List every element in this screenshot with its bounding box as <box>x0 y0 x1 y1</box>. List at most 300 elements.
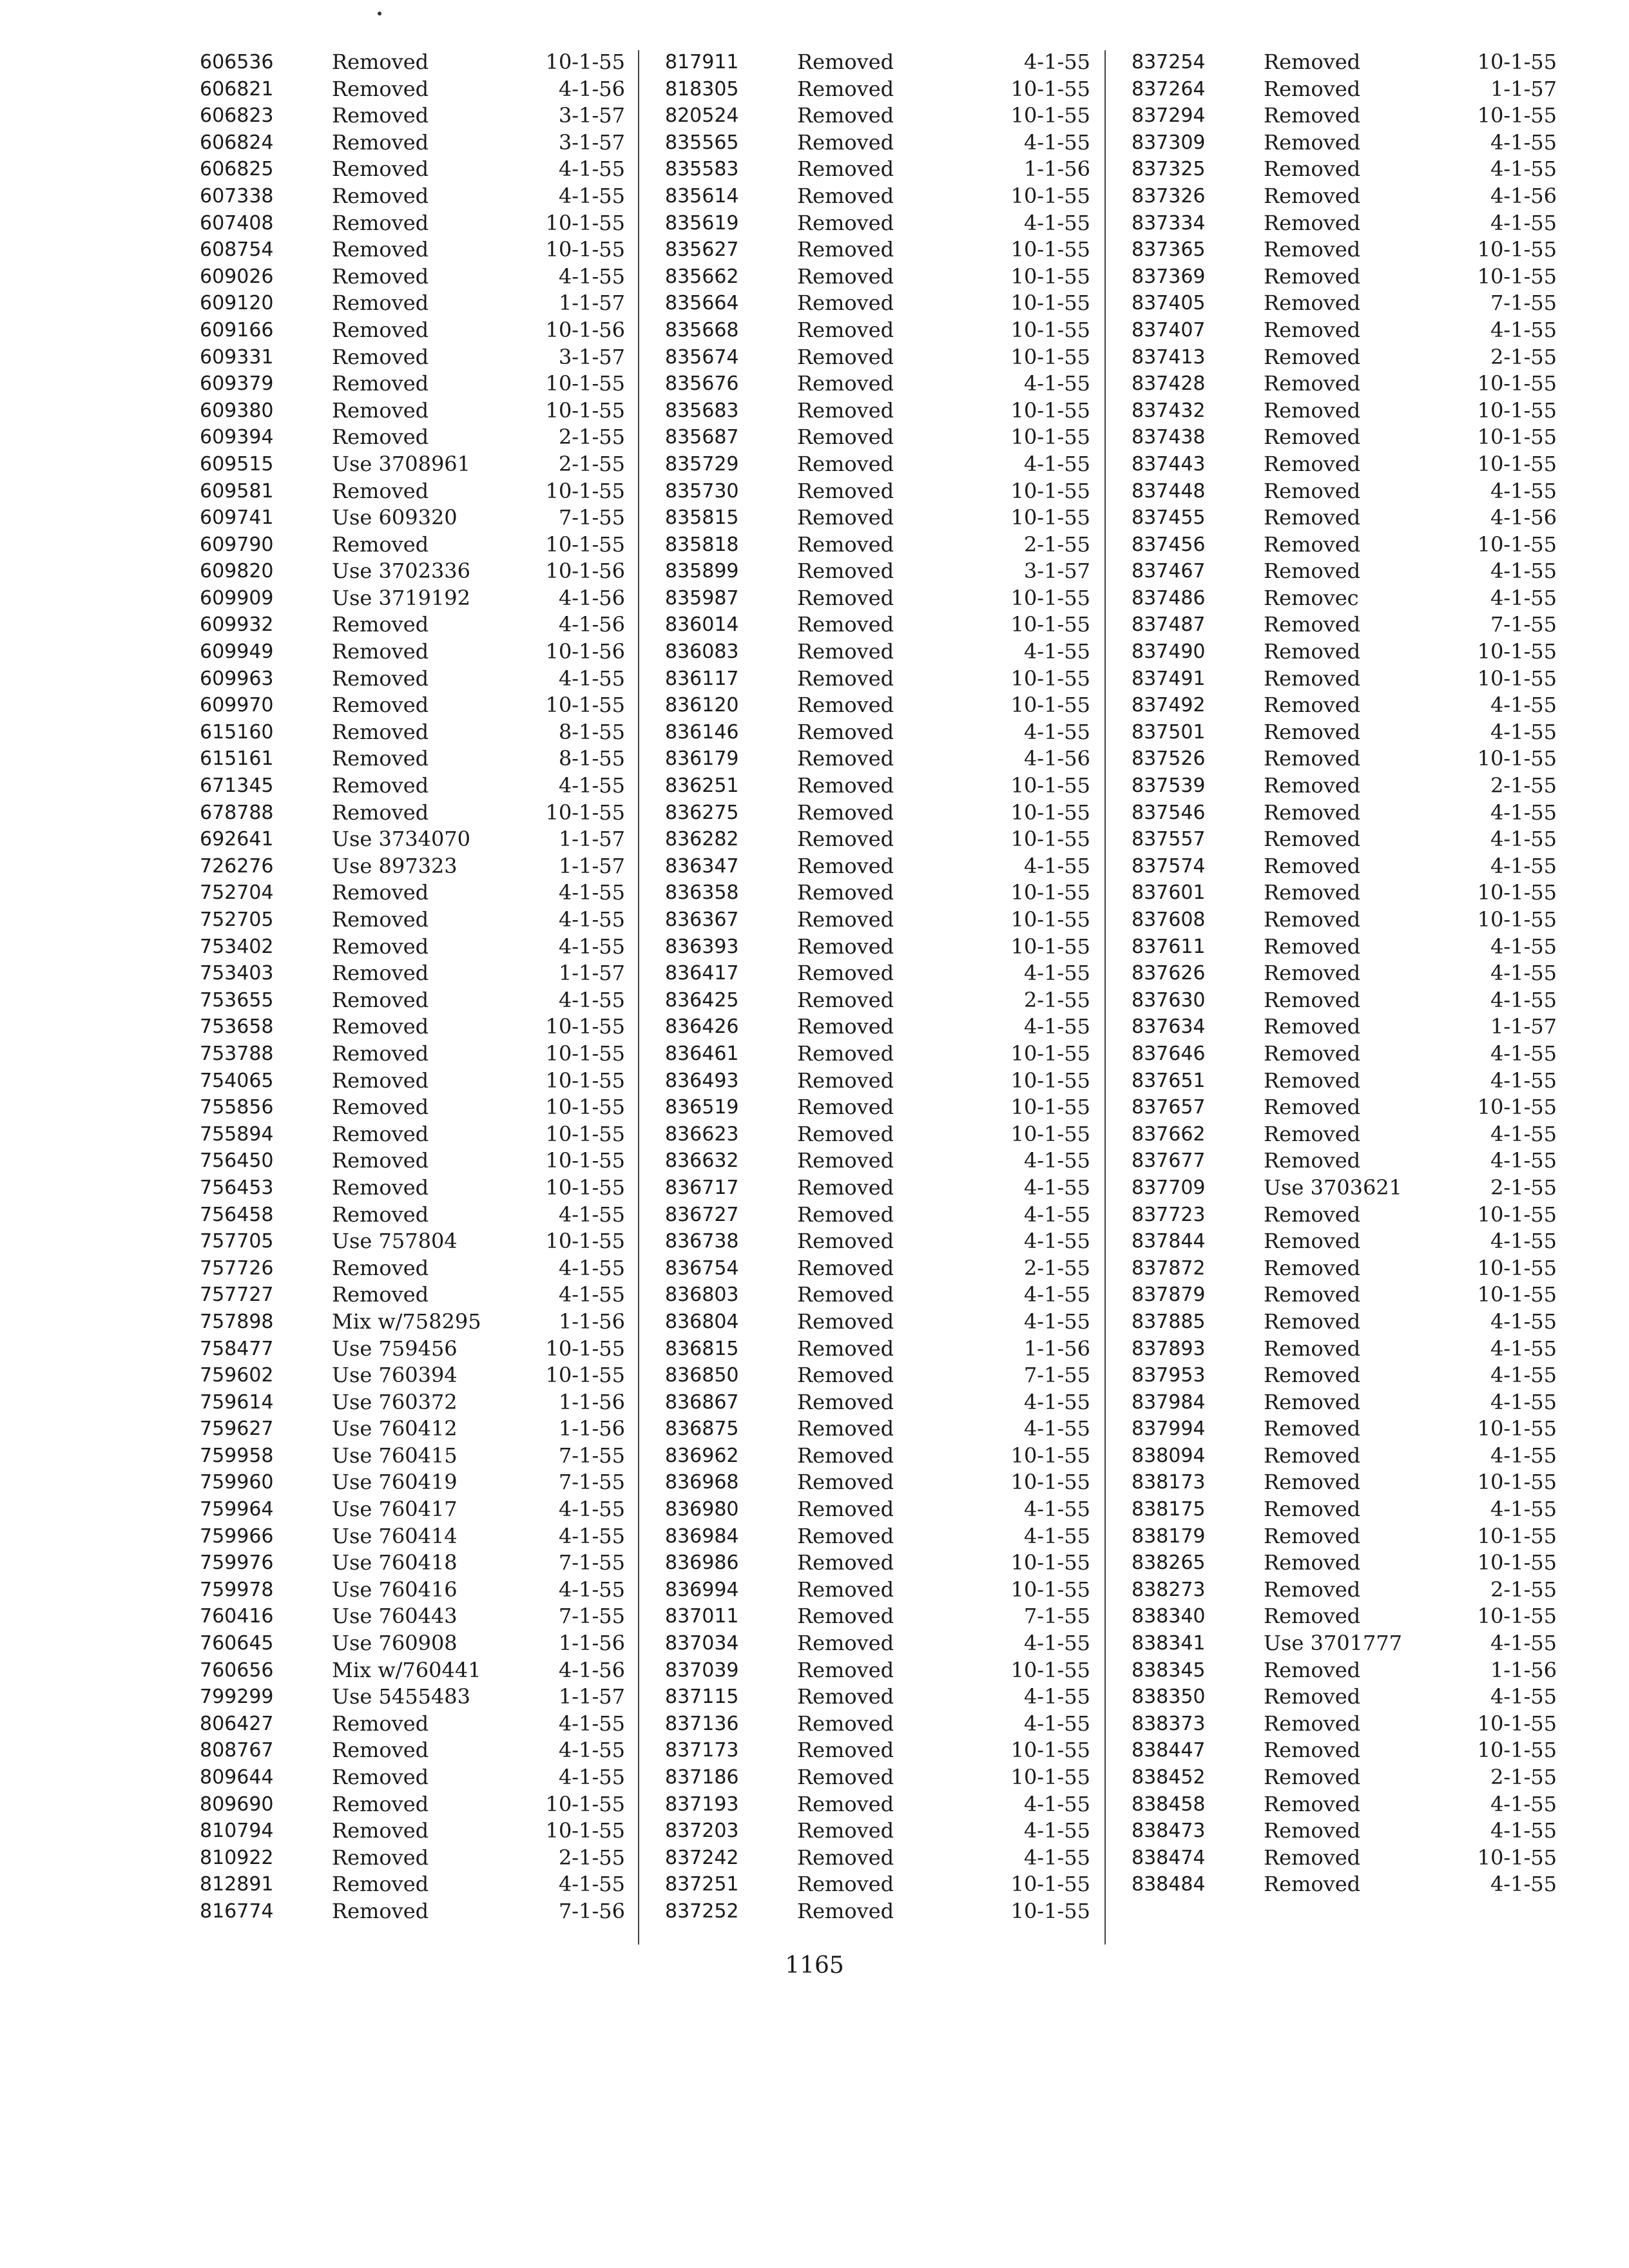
part-number: 810922 <box>200 1846 274 1869</box>
list-item <box>200 1657 625 1684</box>
part-status: Removed <box>1264 1336 1361 1361</box>
part-number: 837885 <box>1132 1310 1206 1333</box>
part-number: 835668 <box>665 318 739 341</box>
part-number: 837546 <box>1132 801 1206 824</box>
part-number: 609970 <box>200 694 274 717</box>
part-status: Removed <box>1264 1416 1361 1441</box>
list-item <box>1132 505 1557 532</box>
effective-date: 1-1-56 <box>1023 157 1090 182</box>
list-item <box>1132 532 1557 559</box>
part-status: Removed <box>797 1898 894 1923</box>
list-item <box>200 1550 625 1577</box>
part-status: Removed <box>797 559 894 584</box>
part-status: Use 760414 <box>332 1523 458 1548</box>
part-number: 837456 <box>1132 533 1206 556</box>
part-number: 837039 <box>665 1658 739 1682</box>
list-item <box>665 344 1090 371</box>
list-item <box>200 290 625 317</box>
effective-date: 10-1-55 <box>1010 612 1090 637</box>
list-item <box>1132 1255 1557 1282</box>
list-item <box>665 1711 1090 1738</box>
effective-date: 2-1-55 <box>558 451 625 476</box>
list-item <box>1132 183 1557 210</box>
part-status: Removed <box>1264 693 1361 718</box>
part-status: Removed <box>797 1631 894 1656</box>
part-status: Removed <box>797 1818 894 1843</box>
list-item <box>665 1175 1090 1202</box>
effective-date: 10-1-55 <box>1477 639 1557 664</box>
part-number: 837491 <box>1132 667 1206 690</box>
effective-date: 10-1-55 <box>1477 425 1557 450</box>
effective-date: 2-1-55 <box>1490 1175 1557 1200</box>
list-item <box>1132 49 1557 76</box>
effective-date: 4-1-55 <box>1023 130 1090 155</box>
effective-date: 10-1-55 <box>1477 532 1557 557</box>
part-number: 835687 <box>665 426 739 449</box>
part-status: Removed <box>332 880 429 905</box>
part-number: 609026 <box>200 265 274 288</box>
effective-date: 4-1-56 <box>1490 183 1557 208</box>
effective-date: 10-1-55 <box>1477 880 1557 905</box>
part-number: 835674 <box>665 345 739 369</box>
list-item <box>665 692 1090 719</box>
list-item <box>1132 666 1557 693</box>
part-status: Removed <box>797 666 894 691</box>
effective-date: 7-1-55 <box>1023 1363 1090 1388</box>
part-status: Removed <box>1264 880 1361 905</box>
part-number: 837608 <box>1132 908 1206 931</box>
part-status: Use 760908 <box>332 1631 458 1656</box>
effective-date: 10-1-55 <box>1010 264 1090 289</box>
effective-date: 4-1-55 <box>1490 157 1557 182</box>
list-item <box>1132 102 1557 130</box>
part-number: 836717 <box>665 1176 739 1199</box>
part-number: 837994 <box>1132 1418 1206 1441</box>
list-item <box>200 1630 625 1657</box>
list-item <box>1132 1711 1557 1738</box>
part-status: Removed <box>797 719 894 744</box>
list-item <box>665 264 1090 291</box>
effective-date: 10-1-55 <box>545 1818 625 1843</box>
list-item <box>1132 478 1557 505</box>
effective-date: 1-1-57 <box>558 961 625 986</box>
list-item <box>200 1818 625 1845</box>
effective-date: 10-1-55 <box>1010 827 1090 852</box>
list-item <box>665 1255 1090 1282</box>
part-number: 838094 <box>1132 1444 1206 1467</box>
list-item <box>200 370 625 398</box>
effective-date: 10-1-55 <box>1010 773 1090 798</box>
effective-date: 4-1-55 <box>1023 210 1090 235</box>
part-status: Removed <box>332 907 429 932</box>
part-number: 835676 <box>665 372 739 396</box>
part-number: 820524 <box>665 104 739 128</box>
part-number: 759958 <box>200 1444 274 1467</box>
part-status: Use 3701777 <box>1264 1631 1403 1656</box>
effective-date: 10-1-55 <box>545 1336 625 1361</box>
part-status: Use 3702336 <box>332 559 471 584</box>
part-number: 837325 <box>1132 158 1206 181</box>
list-item <box>665 49 1090 76</box>
effective-date: 3-1-57 <box>558 103 625 128</box>
list-item <box>1132 317 1557 344</box>
part-status: Removed <box>797 183 894 208</box>
part-number: 759627 <box>200 1418 274 1441</box>
part-number: 837490 <box>1132 640 1206 664</box>
list-item <box>200 236 625 264</box>
effective-date: 4-1-55 <box>1490 1336 1557 1361</box>
effective-date: 2-1-55 <box>1023 1255 1090 1280</box>
part-number: 835583 <box>665 158 739 181</box>
part-number: 835729 <box>665 452 739 476</box>
part-number: 838175 <box>1132 1498 1206 1521</box>
part-number: 806427 <box>200 1712 274 1735</box>
part-number: 837574 <box>1132 854 1206 878</box>
effective-date: 2-1-55 <box>558 1845 625 1870</box>
effective-date: 4-1-55 <box>1490 961 1557 986</box>
effective-date: 10-1-55 <box>545 693 625 718</box>
list-item <box>200 1603 625 1630</box>
list-item <box>1132 370 1557 398</box>
effective-date: 10-1-55 <box>1010 317 1090 342</box>
list-item <box>1132 344 1557 371</box>
list-item <box>665 1416 1090 1443</box>
effective-date: 4-1-55 <box>558 773 625 798</box>
part-status: Removed <box>1264 1845 1361 1870</box>
part-status: Removed <box>332 1175 429 1200</box>
list-item <box>665 1684 1090 1711</box>
list-item <box>665 1523 1090 1550</box>
list-item <box>1132 611 1557 639</box>
parts-column-1 <box>200 49 625 1925</box>
part-number: 838447 <box>1132 1739 1206 1762</box>
part-number: 837646 <box>1132 1042 1206 1065</box>
part-status: Removed <box>1264 1818 1361 1843</box>
effective-date: 4-1-55 <box>558 1765 625 1789</box>
list-item <box>1132 1577 1557 1604</box>
part-number: 835899 <box>665 560 739 583</box>
part-status: Removed <box>1264 1309 1361 1334</box>
part-number: 837413 <box>1132 345 1206 369</box>
part-status: Mix w/760441 <box>332 1657 481 1682</box>
part-number: 812891 <box>200 1873 274 1896</box>
part-number: 835664 <box>665 292 739 315</box>
list-item <box>665 505 1090 532</box>
part-number: 756458 <box>200 1203 274 1226</box>
list-item <box>200 424 625 451</box>
part-number: 678788 <box>200 801 274 824</box>
part-number: 837557 <box>1132 828 1206 851</box>
effective-date: 10-1-55 <box>545 1068 625 1093</box>
part-status: Removed <box>1264 746 1361 771</box>
part-status: Removed <box>1264 1872 1361 1897</box>
effective-date: 4-1-56 <box>558 1657 625 1682</box>
part-number: 835662 <box>665 265 739 288</box>
part-status: Use 760418 <box>332 1550 458 1575</box>
part-status: Removed <box>1264 961 1361 986</box>
effective-date: 10-1-55 <box>1010 800 1090 825</box>
part-number: 609379 <box>200 372 274 396</box>
part-number: 837501 <box>1132 720 1206 744</box>
part-status: Use 760372 <box>332 1389 458 1414</box>
part-number: 836282 <box>665 828 739 851</box>
effective-date: 10-1-55 <box>545 371 625 396</box>
effective-date: 2-1-55 <box>1023 987 1090 1012</box>
effective-date: 4-1-55 <box>1023 1416 1090 1441</box>
list-item <box>665 1282 1090 1309</box>
part-status: Removed <box>332 666 429 691</box>
list-item <box>665 532 1090 559</box>
effective-date: 4-1-55 <box>558 1738 625 1763</box>
part-number: 836275 <box>665 801 739 824</box>
part-number: 836803 <box>665 1283 739 1307</box>
part-status: Removed <box>797 130 894 155</box>
part-status: Removed <box>332 987 429 1012</box>
part-status: Removed <box>1264 183 1361 208</box>
list-item <box>200 558 625 585</box>
effective-date: 4-1-55 <box>1490 317 1557 342</box>
effective-date: 1-1-57 <box>558 291 625 316</box>
part-number: 757705 <box>200 1230 274 1253</box>
part-number: 836962 <box>665 1444 739 1467</box>
part-number: 837539 <box>1132 774 1206 798</box>
list-item <box>665 183 1090 210</box>
list-item <box>1132 1496 1557 1523</box>
list-item <box>200 879 625 907</box>
list-item <box>1132 290 1557 317</box>
list-item <box>665 1657 1090 1684</box>
list-item <box>665 1818 1090 1845</box>
effective-date: 10-1-55 <box>1477 1470 1557 1495</box>
part-number: 837953 <box>1132 1364 1206 1387</box>
part-number: 609331 <box>200 345 274 369</box>
effective-date: 4-1-55 <box>1490 934 1557 959</box>
list-item <box>200 745 625 773</box>
list-item <box>665 639 1090 666</box>
part-number: 837443 <box>1132 452 1206 476</box>
part-status: Removed <box>332 1872 429 1897</box>
part-status: Removed <box>797 291 894 316</box>
part-number: 837407 <box>1132 318 1206 341</box>
list-item <box>200 1898 625 1925</box>
part-number: 836623 <box>665 1122 739 1146</box>
part-status: Removed <box>1264 1229 1361 1254</box>
effective-date: 4-1-56 <box>558 585 625 610</box>
list-item <box>1132 907 1557 934</box>
effective-date: 10-1-55 <box>1010 880 1090 905</box>
part-number: 759960 <box>200 1471 274 1494</box>
effective-date: 4-1-55 <box>1490 1497 1557 1522</box>
part-number: 836461 <box>665 1042 739 1065</box>
effective-date: 4-1-55 <box>1490 1229 1557 1254</box>
part-status: Removed <box>332 1255 429 1280</box>
part-number: 837326 <box>1132 184 1206 207</box>
part-number: 836968 <box>665 1471 739 1494</box>
part-number: 836426 <box>665 1015 739 1039</box>
effective-date: 10-1-55 <box>1477 1202 1557 1227</box>
effective-date: 4-1-55 <box>1023 371 1090 396</box>
list-item <box>665 800 1090 827</box>
part-number: 837662 <box>1132 1122 1206 1146</box>
effective-date: 4-1-55 <box>558 183 625 208</box>
part-status: Removed <box>1264 130 1361 155</box>
effective-date: 4-1-55 <box>1490 1068 1557 1093</box>
effective-date: 10-1-55 <box>1010 666 1090 691</box>
part-number: 836367 <box>665 908 739 931</box>
part-number: 757898 <box>200 1310 274 1333</box>
list-item <box>1132 1523 1557 1550</box>
part-status: Removed <box>797 1363 894 1388</box>
list-item <box>200 1068 625 1095</box>
part-status: Removed <box>332 1282 429 1307</box>
list-item <box>665 1577 1090 1604</box>
part-status: Removed <box>1264 76 1361 101</box>
part-status: Use 5455483 <box>332 1684 471 1709</box>
part-number: 837486 <box>1132 586 1206 610</box>
part-status: Removed <box>797 371 894 396</box>
part-status: Removed <box>332 693 429 718</box>
effective-date: 4-1-55 <box>1490 1389 1557 1414</box>
effective-date: 1-1-56 <box>1023 1336 1090 1361</box>
part-number: 836727 <box>665 1203 739 1226</box>
part-number: 836425 <box>665 988 739 1012</box>
part-status: Removed <box>1264 317 1361 342</box>
list-item <box>665 1845 1090 1872</box>
list-item <box>1132 826 1557 853</box>
part-number: 837438 <box>1132 426 1206 449</box>
part-number: 671345 <box>200 774 274 798</box>
list-item <box>200 585 625 612</box>
part-status: Removed <box>797 1765 894 1789</box>
list-item <box>665 210 1090 237</box>
part-number: 837034 <box>665 1632 739 1655</box>
part-number: 837455 <box>1132 506 1206 530</box>
speck-mark <box>378 12 381 15</box>
part-status: Removed <box>797 1845 894 1870</box>
list-item <box>200 1255 625 1282</box>
list-item <box>1132 236 1557 264</box>
part-number: 753658 <box>200 1015 274 1039</box>
part-status: Use 760417 <box>332 1497 458 1522</box>
part-status: Removed <box>332 1765 429 1789</box>
part-status: Removed <box>797 987 894 1012</box>
list-item <box>1132 1389 1557 1416</box>
part-number: 759978 <box>200 1578 274 1601</box>
part-status: Removed <box>797 50 894 74</box>
part-number: 609515 <box>200 452 274 476</box>
list-item <box>200 611 625 639</box>
part-status: Removed <box>1264 425 1361 450</box>
effective-date: 10-1-55 <box>1010 1121 1090 1146</box>
part-number: 835818 <box>665 533 739 556</box>
effective-date: 4-1-55 <box>558 1202 625 1227</box>
effective-date: 7-1-55 <box>1490 291 1557 316</box>
part-status: Removed <box>797 398 894 423</box>
part-status: Removed <box>797 264 894 289</box>
effective-date: 10-1-55 <box>1477 1604 1557 1629</box>
list-item <box>200 505 625 532</box>
part-number: 836875 <box>665 1418 739 1441</box>
list-item <box>1132 800 1557 827</box>
effective-date: 1-1-57 <box>1490 1014 1557 1039</box>
part-status: Removed <box>332 76 429 101</box>
list-item <box>1132 1657 1557 1684</box>
part-status: Removed <box>1264 1255 1361 1280</box>
list-item <box>1132 1469 1557 1496</box>
part-number: 837448 <box>1132 479 1206 503</box>
list-item <box>665 1202 1090 1229</box>
part-status: Removed <box>332 291 429 316</box>
list-item <box>665 1603 1090 1630</box>
part-status: Removed <box>1264 371 1361 396</box>
effective-date: 4-1-55 <box>1490 1148 1557 1173</box>
list-item <box>665 1764 1090 1791</box>
part-status: Removed <box>797 1336 894 1361</box>
list-item <box>200 1443 625 1470</box>
part-status: Removed <box>332 130 429 155</box>
part-status: Removed <box>797 237 894 262</box>
list-item <box>200 317 625 344</box>
effective-date: 10-1-55 <box>1010 907 1090 932</box>
effective-date: 4-1-55 <box>1023 853 1090 878</box>
part-number: 837872 <box>1132 1256 1206 1280</box>
part-status: Removed <box>797 532 894 557</box>
effective-date: 4-1-55 <box>1490 1363 1557 1388</box>
effective-date: 10-1-55 <box>1010 425 1090 450</box>
list-item <box>1132 1845 1557 1872</box>
part-number: 753402 <box>200 935 274 958</box>
part-status: Use 760443 <box>332 1604 458 1629</box>
part-number: 836519 <box>665 1096 739 1119</box>
effective-date: 10-1-55 <box>1477 1845 1557 1870</box>
part-number: 838373 <box>1132 1712 1206 1735</box>
list-item <box>1132 853 1557 880</box>
effective-date: 4-1-55 <box>558 157 625 182</box>
effective-date: 10-1-55 <box>1010 1898 1090 1923</box>
effective-date: 10-1-55 <box>1010 1872 1090 1897</box>
part-status: Removed <box>332 344 429 369</box>
part-status: Removed <box>797 1416 894 1441</box>
effective-date: 1-1-56 <box>558 1631 625 1656</box>
part-status: Removed <box>1264 1470 1361 1495</box>
effective-date: 10-1-55 <box>1477 1416 1557 1441</box>
part-status: Use 3734070 <box>332 827 471 852</box>
part-status: Removed <box>1264 344 1361 369</box>
part-status: Removed <box>1264 451 1361 476</box>
part-status: Removed <box>797 639 894 664</box>
part-number: 836358 <box>665 881 739 905</box>
effective-date: 10-1-55 <box>545 1175 625 1200</box>
list-item <box>1132 745 1557 773</box>
list-item <box>200 1041 625 1068</box>
part-number: 606821 <box>200 77 274 101</box>
list-item <box>665 1791 1090 1818</box>
list-item <box>1132 1121 1557 1148</box>
list-item <box>200 532 625 559</box>
list-item <box>665 558 1090 585</box>
list-item <box>665 1469 1090 1496</box>
list-item <box>665 317 1090 344</box>
effective-date: 7-1-55 <box>1490 612 1557 637</box>
list-item <box>665 290 1090 317</box>
part-status: Removed <box>1264 264 1361 289</box>
part-status: Removed <box>797 1041 894 1066</box>
list-item <box>1132 1362 1557 1389</box>
effective-date: 4-1-55 <box>1023 1818 1090 1843</box>
part-status: Removed <box>1264 1765 1361 1789</box>
part-status: Removed <box>332 1818 429 1843</box>
list-item <box>665 1309 1090 1336</box>
